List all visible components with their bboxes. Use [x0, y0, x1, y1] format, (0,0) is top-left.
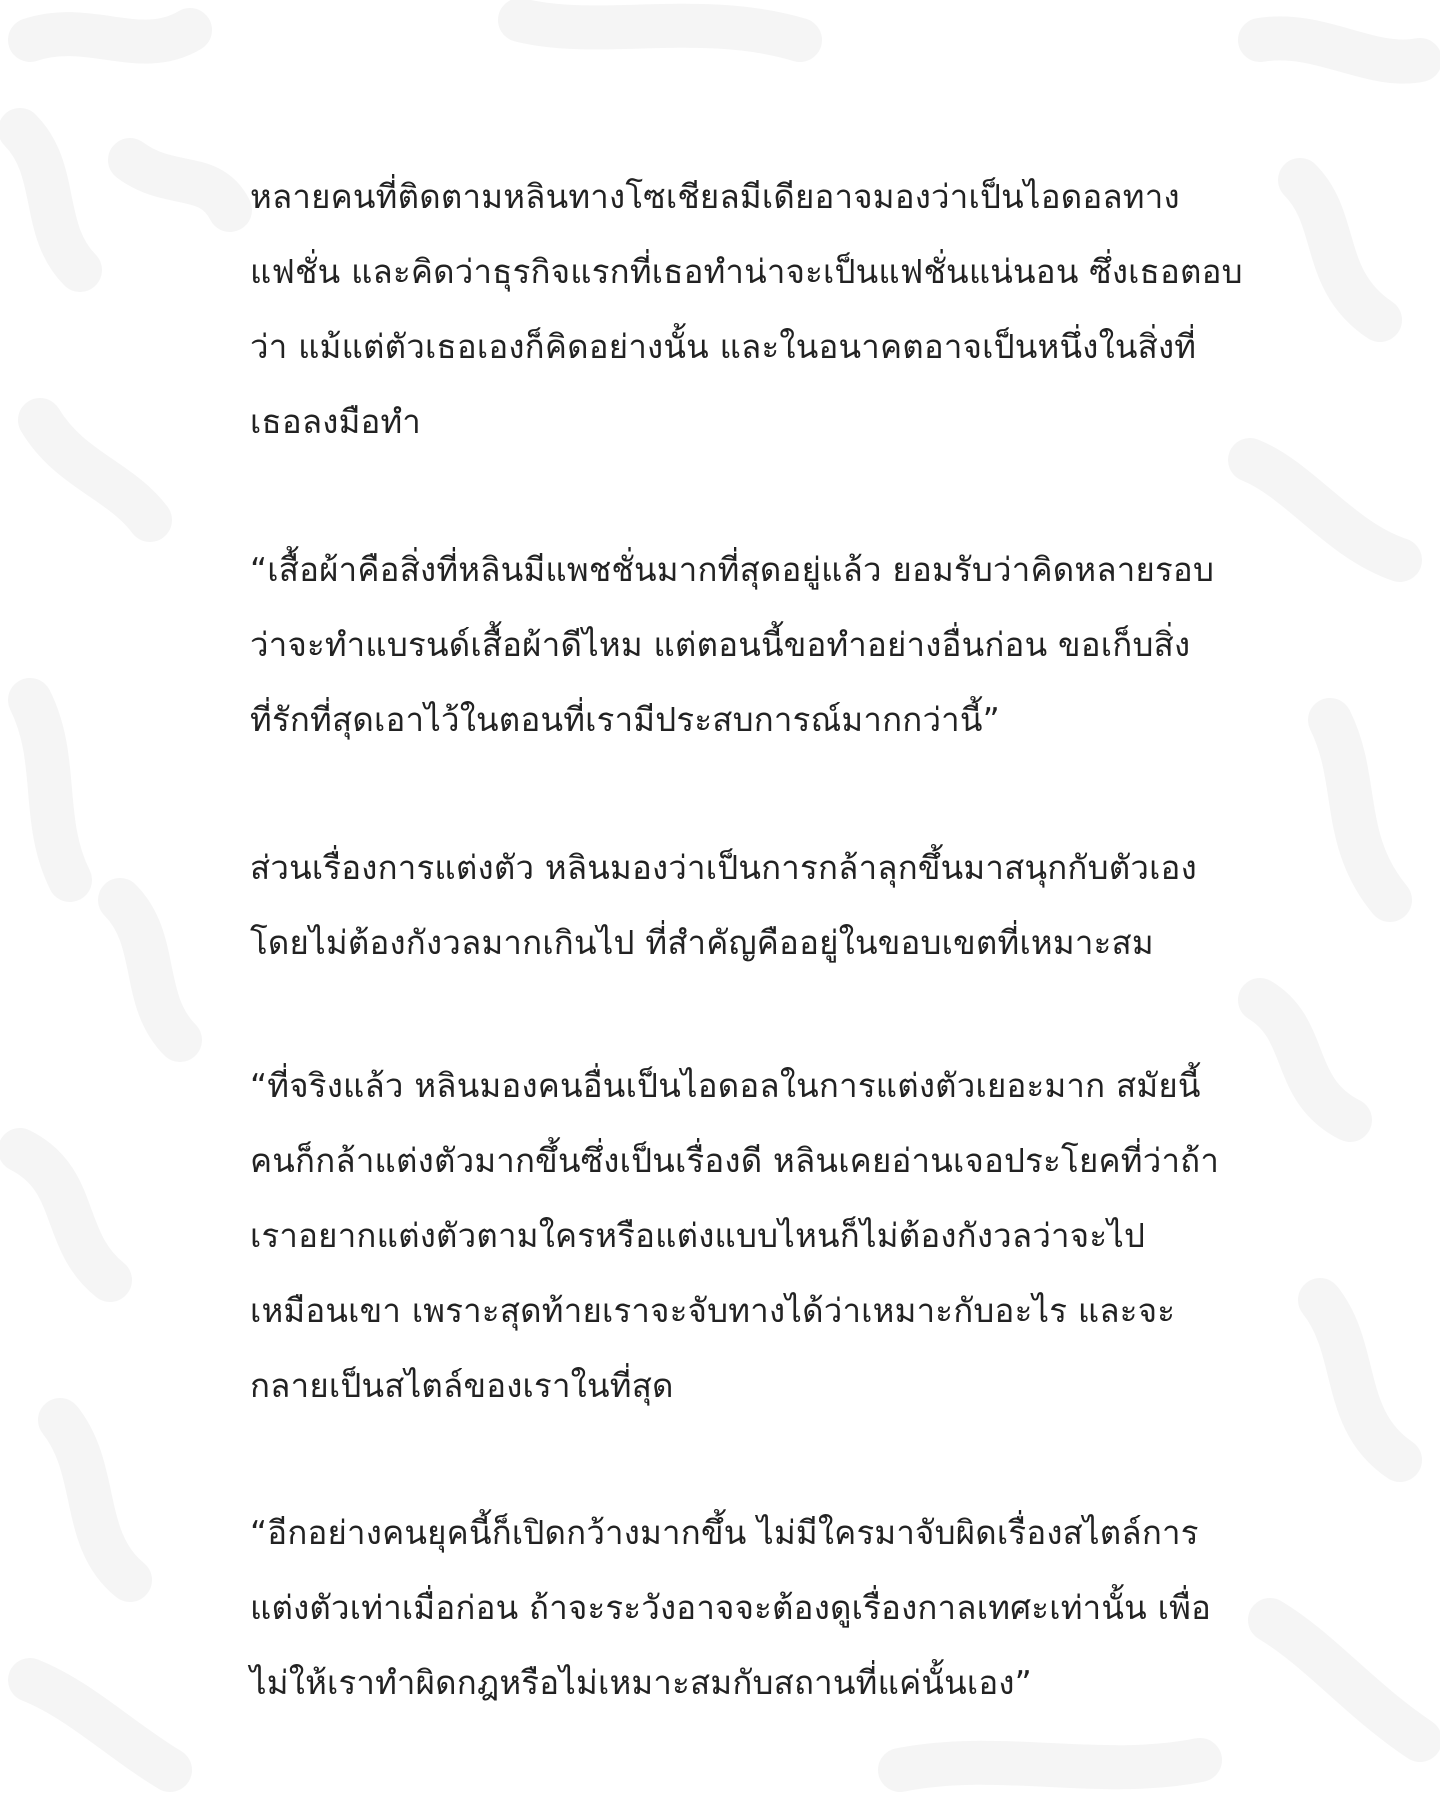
paragraph-line: “เสื้อผ้าคือสิ่งที่หลินมีแพชชั่นมากที่สุดอยู่แล้ว ยอมรับว่าคิดหลายรอบ [250, 550, 1215, 589]
paragraph-line: ที่รักที่สุดเอาไว้ในตอนที่เรามีประสบการณ์มากกว่านี้” [250, 700, 1000, 739]
paragraph-line: ส่วนเรื่องการแต่งตัว หลินมองว่าเป็นการกล้าลุกขึ้นมาสนุกกับตัวเอง [250, 848, 1197, 887]
paragraph-line: “อีกอย่างคนยุคนี้ก็เปิดกว้างมากขึ้น ไม่มีใครมาจับผิดเรื่องสไตล์การ [250, 1513, 1199, 1552]
paragraph-line: แฟชั่น และคิดว่าธุรกิจแรกที่เธอทำน่าจะเป็นแฟชั่นแน่นอน ซึ่งเธอตอบ [250, 252, 1243, 291]
paragraph-line: ไม่ให้เราทำผิดกฎหรือไม่เหมาะสมกับสถานที่แค่นั้นเอง” [250, 1663, 1032, 1702]
paragraph-line: เราอยากแต่งตัวตามใครหรือแต่งแบบไหนก็ไม่ต้องกังวลว่าจะไป [250, 1216, 1146, 1255]
paragraph-line: คนก็กล้าแต่งตัวมากขึ้นซึ่งเป็นเรื่องดี หลินเคยอ่านเจอประโยคที่ว่าถ้า [250, 1141, 1220, 1180]
article-paragraph-5 [250, 1495, 1210, 1720]
article-paragraph-1 [250, 159, 1243, 459]
paragraph-line: “ที่จริงแล้ว หลินมองคนอื่นเป็นไอดอลในการแต่งตัวเยอะมาก สมัยนี้ [250, 1066, 1201, 1105]
paragraph-line: กลายเป็นสไตล์ของเราในที่สุด [250, 1366, 674, 1405]
paragraph-line: หลายคนที่ติดตามหลินทางโซเชียลมีเดียอาจมองว่าเป็นไอดอลทาง [250, 177, 1180, 216]
paragraph-line: ว่า แม้แต่ตัวเธอเองก็คิดอย่างนั้น และในอนาคตอาจเป็นหนึ่งในสิ่งที่ [250, 327, 1197, 366]
paragraph-line: ว่าจะทำแบรนด์เสื้อผ้าดีไหม แต่ตอนนี้ขอทำอย่างอื่นก่อน ขอเก็บสิ่ง [250, 625, 1191, 664]
article-paragraph-4 [250, 1048, 1220, 1423]
paragraph-line: เธอลงมือทำ [250, 402, 422, 441]
paragraph-line: โดยไม่ต้องกังวลมากเกินไป ที่สำคัญคืออยู่ในขอบเขตที่เหมาะสม [250, 923, 1154, 962]
article-paragraph-2 [250, 532, 1215, 757]
paragraph-line: แต่งตัวเท่าเมื่อก่อน ถ้าจะระวังอาจจะต้องดูเรื่องกาลเทศะเท่านั้น เพื่อ [250, 1588, 1212, 1627]
paragraph-line: เหมือนเขา เพราะสุดท้ายเราจะจับทางได้ว่าเหมาะกับอะไร และจะ [250, 1291, 1176, 1330]
article-paragraph-3 [250, 830, 1210, 980]
